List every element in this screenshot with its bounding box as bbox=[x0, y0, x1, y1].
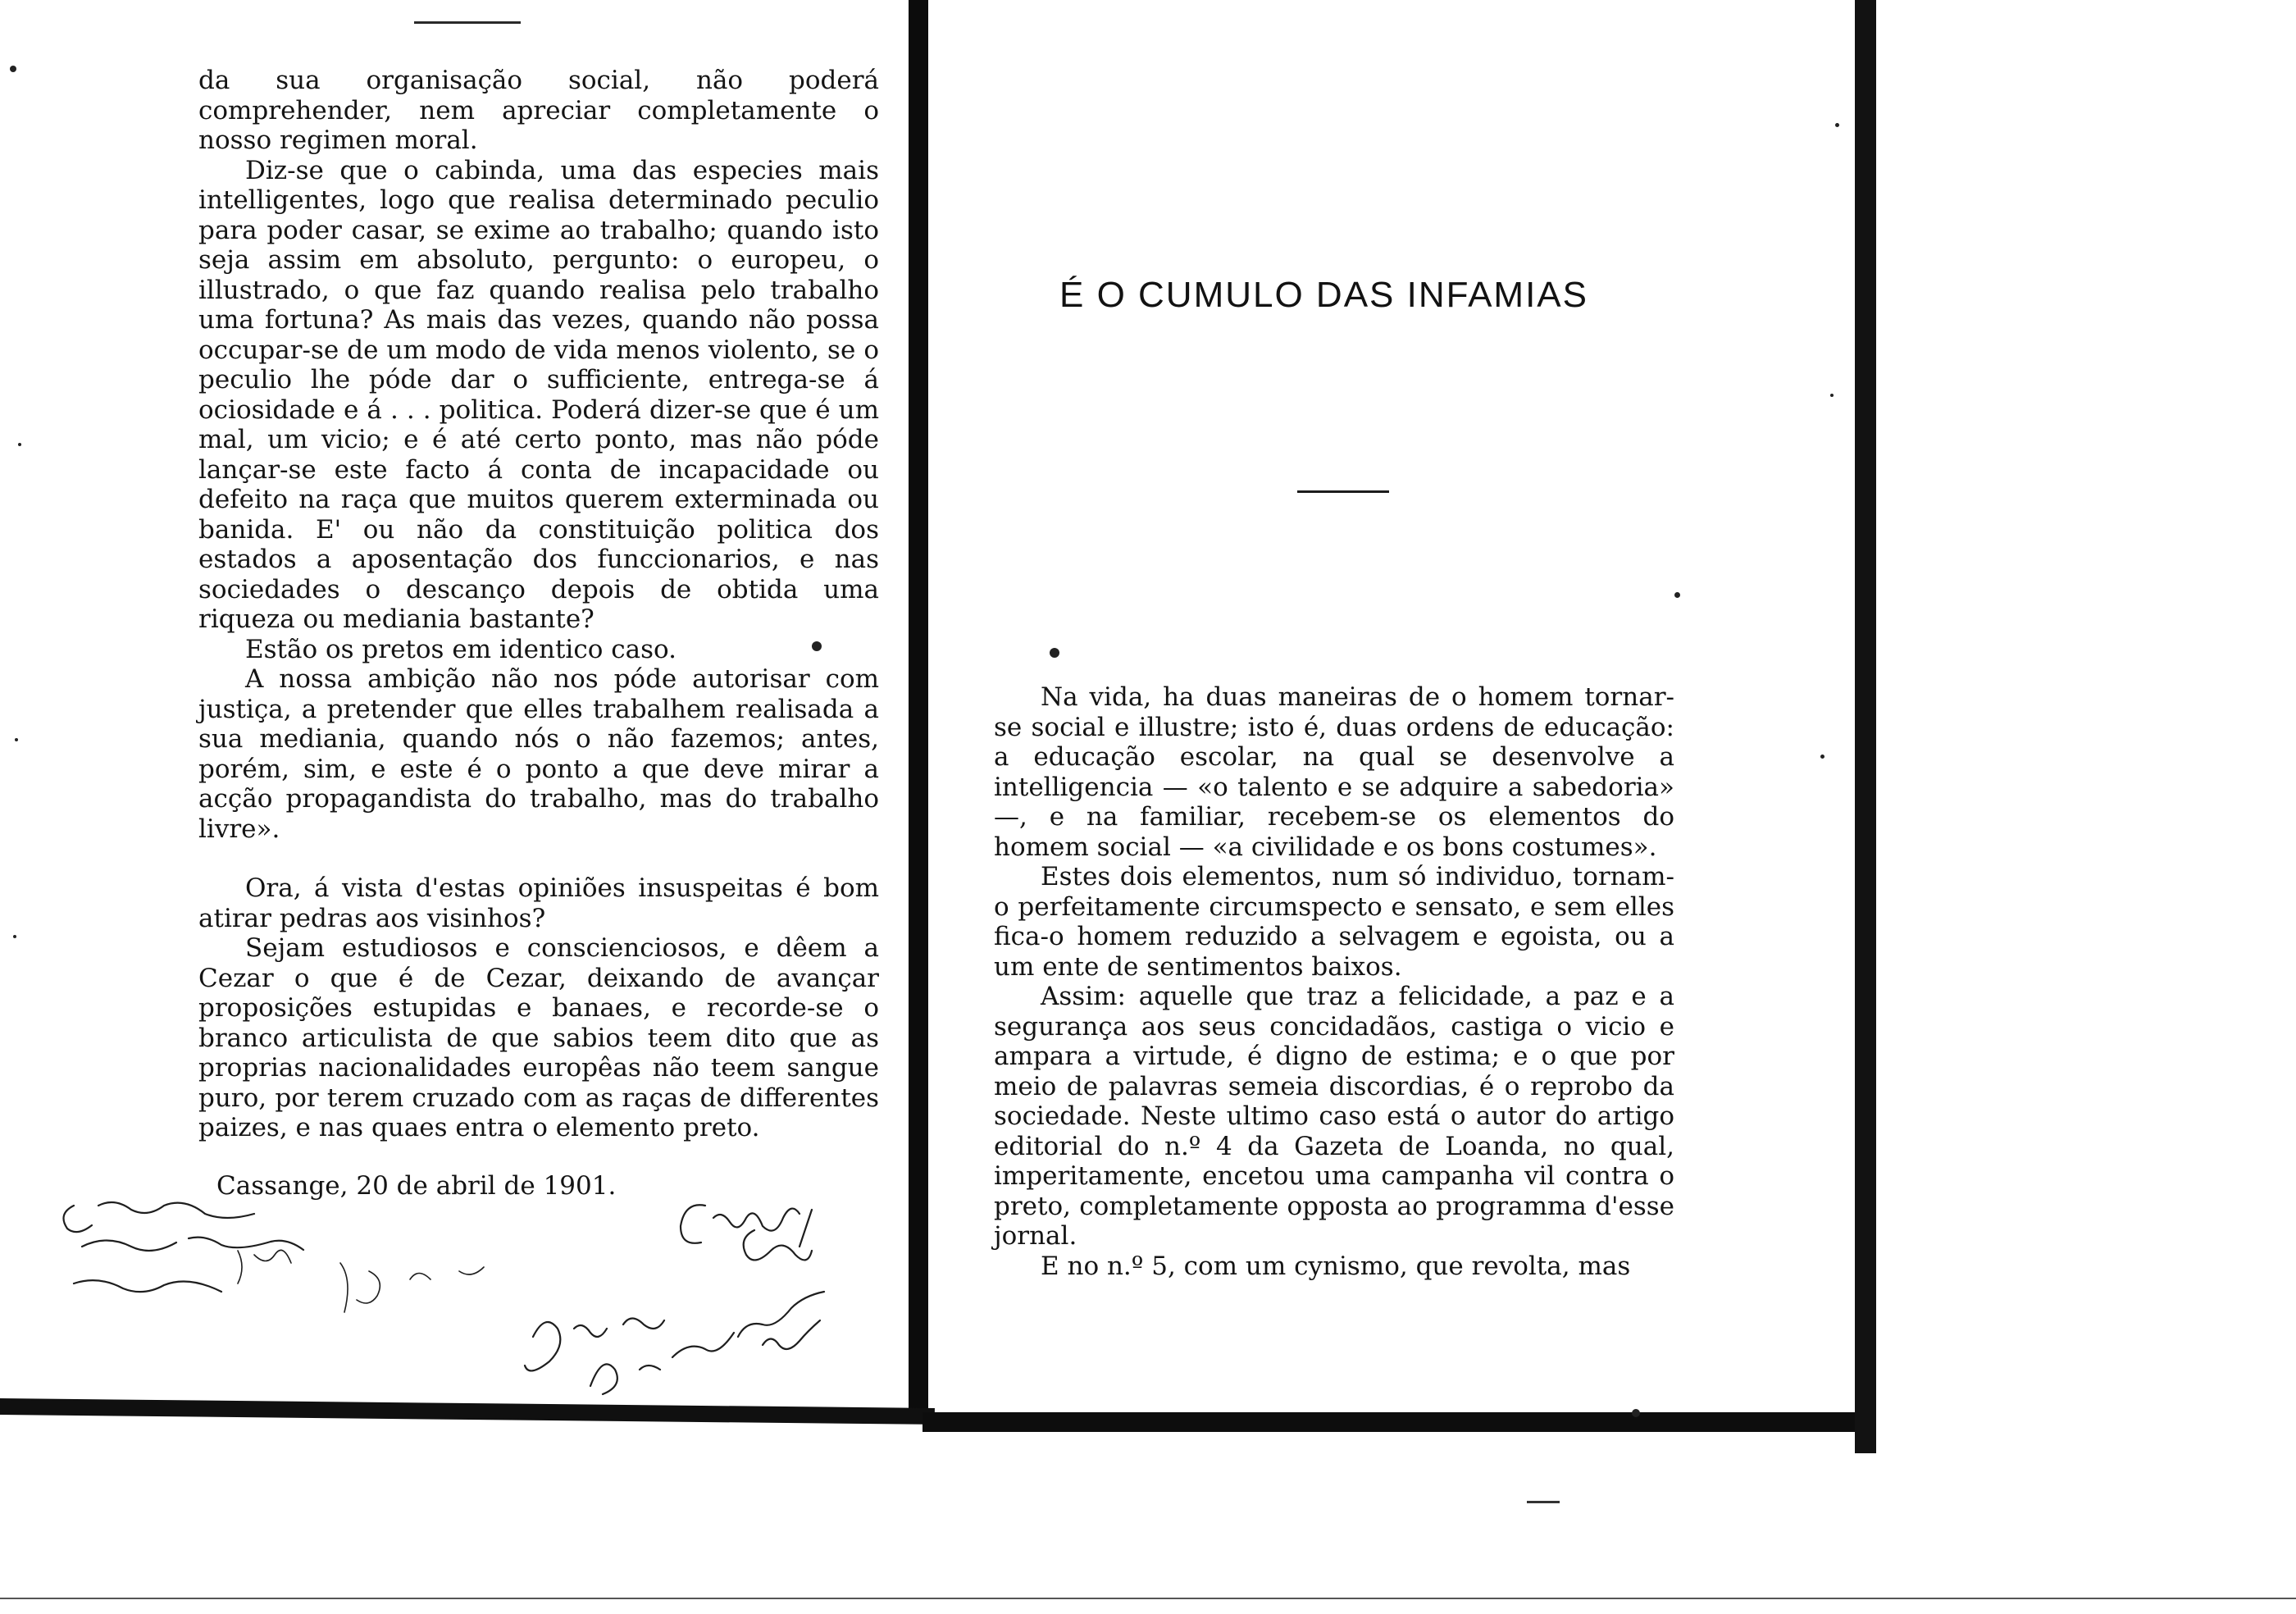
speckle bbox=[1820, 755, 1824, 759]
right-page-bottom-edge bbox=[922, 1412, 1870, 1432]
right-paragraph-3: Assim: aquelle que traz a felicidade, a paz e a segurança aos seus concidadãos, castiga o vicio e ampara a virtude, é digno de estima; e o que por meio de palavras semeia discordias, é o reprobo da sociedade. Neste ultimo caso está o autor do artigo editorial do n.º 4 da Gazeta de Loanda, no qual, imperitamente, encetou uma campanha vil contra o preto, completamente opposta ao programma d'esse jornal. bbox=[994, 982, 1674, 1251]
left-paragraph-5: Ora, á vista d'estas opiniões insuspeitas é bom atirar pedras aos visinhos? bbox=[198, 873, 879, 933]
chapter-heading: É O CUMULO DAS INFAMIAS bbox=[1059, 275, 1588, 315]
scan-bottom-line bbox=[0, 1598, 2296, 1599]
speckle bbox=[1674, 592, 1680, 598]
right-scan-border bbox=[1855, 0, 1876, 1453]
right-page-text bbox=[994, 682, 1674, 1281]
speckle bbox=[1050, 648, 1059, 658]
speckle bbox=[15, 738, 18, 741]
right-paragraph-2: Estes dois elementos, num só individuo, tornam-o perfeitamente circumspecto e sensato, e sem elles fica-o homem reduzido a selvagem e egoista, ou a um ente de sentimentos baixos. bbox=[994, 862, 1674, 982]
speckle bbox=[13, 935, 16, 938]
speckle bbox=[1835, 123, 1839, 127]
speckle bbox=[18, 443, 21, 446]
speckle bbox=[1830, 394, 1834, 397]
left-page-text bbox=[198, 66, 879, 1201]
speckle bbox=[1632, 1409, 1640, 1417]
heading-rule bbox=[1297, 490, 1389, 493]
right-paragraph-1: Na vida, ha duas maneiras de o homem tornar-se social e illustre; isto é, duas ordens de educação: a educação escolar, na qual se desenvolve a intelligencia — «o talento e se adquire a sabedoria» —, e na familiar, recebem-se os elementos do homem social — «a civilidade e os bons costumes». bbox=[994, 682, 1674, 862]
left-paragraph-4: A nossa ambição não nos póde autorisar com justiça, a pretender que elles trabalhem realisada a sua mediania, quando nós o não fazemos; antes, porém, sim, e este é o ponto a que deve mirar a acção propagandista do trabalho, mas do trabalho livre». bbox=[198, 664, 879, 844]
handwritten-signatures bbox=[49, 1170, 918, 1419]
speckle bbox=[10, 66, 16, 72]
left-paragraph-2: Diz-se que o cabinda, uma das especies mais intelligentes, logo que realisa determinado peculio para poder casar, se exime ao trabalho; quando isto seja assim em absoluto, pergunto: o europeu, o illustrado, o que faz quando realisa pelo trabalho uma fortuna? As mais das vezes, quando não possa occupar-se de um modo de vida menos violento, se o peculio lhe póde dar o sufficiente, entrega-se á ociosidade e á . . . politica. Poderá dizer-se que é um mal, um vicio; e é até certo ponto, mas não póde lançar-se este facto á conta de incapacidade ou defeito na raça que muitos querem exterminada ou banida. E' ou não da constituição politica dos estados a aposentação dos funccionarios, e nas sociedades o descanço depois de obtida uma riqueza ou mediania bastante? bbox=[198, 155, 879, 634]
page-gutter bbox=[909, 0, 928, 1423]
left-paragraph-3: Estão os pretos em identico caso. bbox=[245, 634, 676, 664]
speckle bbox=[812, 641, 822, 651]
left-paragraph-1: da sua organisação social, não poderá comprehender, nem apreciar completamente o nosso regimen moral. bbox=[198, 66, 879, 155]
left-paragraph-6: Sejam estudiosos e conscienciosos, e dêem a Cezar o que é de Cezar, deixando de avançar proposições estupidas e banaes, e recorde-se o branco articulista de que sabios teem dito que as proprias nacionalidades europêas não teem sangue puro, por terem cruzado com as raças de differentes paizes, e nas quaes entra o elemento preto. bbox=[198, 933, 879, 1142]
dateline: Cassange, 20 de abril de 1901. bbox=[216, 1170, 617, 1201]
right-paragraph-4: E no n.º 5, com um cynismo, que revolta, mas bbox=[1041, 1251, 1631, 1281]
scan-dash-mark bbox=[1527, 1501, 1560, 1503]
